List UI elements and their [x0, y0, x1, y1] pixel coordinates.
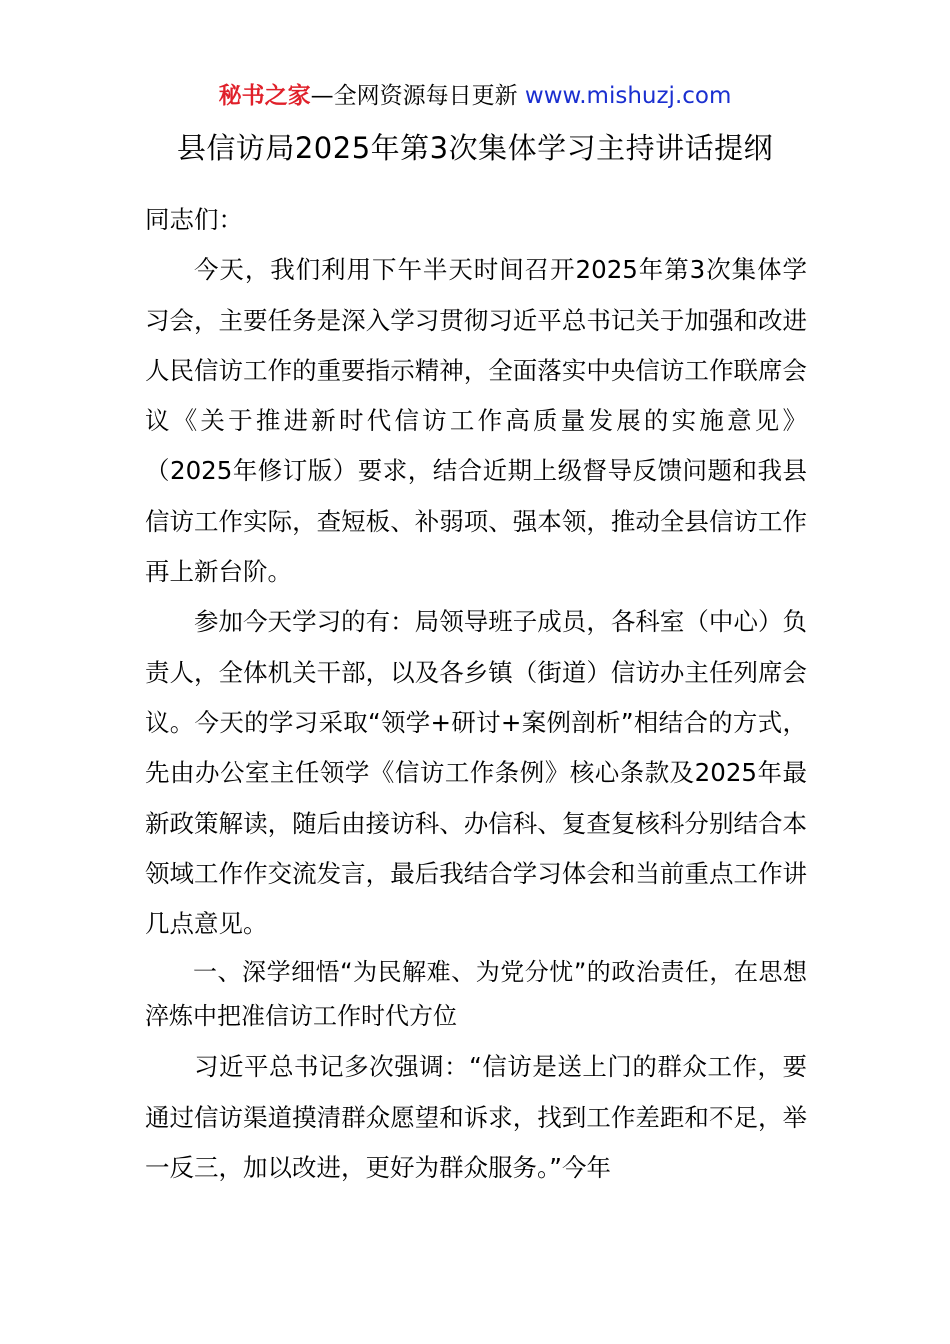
brand-name: 秘书之家 — [218, 83, 311, 109]
paragraph-attendees: 参加今天学习的有：局领导班子成员，各科室（中心）负责人，全体机关干部，以及各乡镇（街道）信访办主任列席会议。今天的学习采取“领学+研讨+案例剖析”相结合的方式，先由办公室主任领学《信访工作条例》核心条款及2025年最新政策解读，随后由接访科、办信科、复查复核科分别结合本领域工作作交流发言，最后我结合学习体会和当前重点工作讲几点意见。 — [145, 607, 807, 939]
section-1-paragraph: 习近平总书记多次强调：“信访是送上门的群众工作，要通过信访渠道摸清群众愿望和诉求，找到工作差距和不足，举一反三，加以改进，更好为群众服务。”今年 — [145, 1052, 807, 1183]
paragraph-intro: 今天，我们利用下午半天时间召开2025年第3次集体学习会，主要任务是深入学习贯彻习近平总书记关于加强和改进人民信访工作的重要指示精神，全面落实中央信访工作联席会议《关于推进新时代信访工作高质量发展的实施意见》（2025年修订版）要求，结合近期上级督导反馈问题和我县信访工作实际，查短板、补弱项、强本领，推动全县信访工作再上新台阶。 — [145, 255, 807, 587]
site-tagline: —全网资源每日更新 — [310, 83, 525, 109]
document-body — [145, 195, 807, 1193]
site-header — [0, 80, 950, 112]
salutation: 同志们： — [145, 205, 243, 234]
section-heading-1: 一、深学细悟“为民解难、为党分忧”的政治责任，在思想淬炼中把准信访工作时代方位 — [145, 958, 807, 1031]
document-title: 县信访局2025年第3次集体学习主持讲话提纲 — [176, 131, 774, 165]
site-url-link[interactable]: www.mishuzj.com — [524, 83, 732, 109]
